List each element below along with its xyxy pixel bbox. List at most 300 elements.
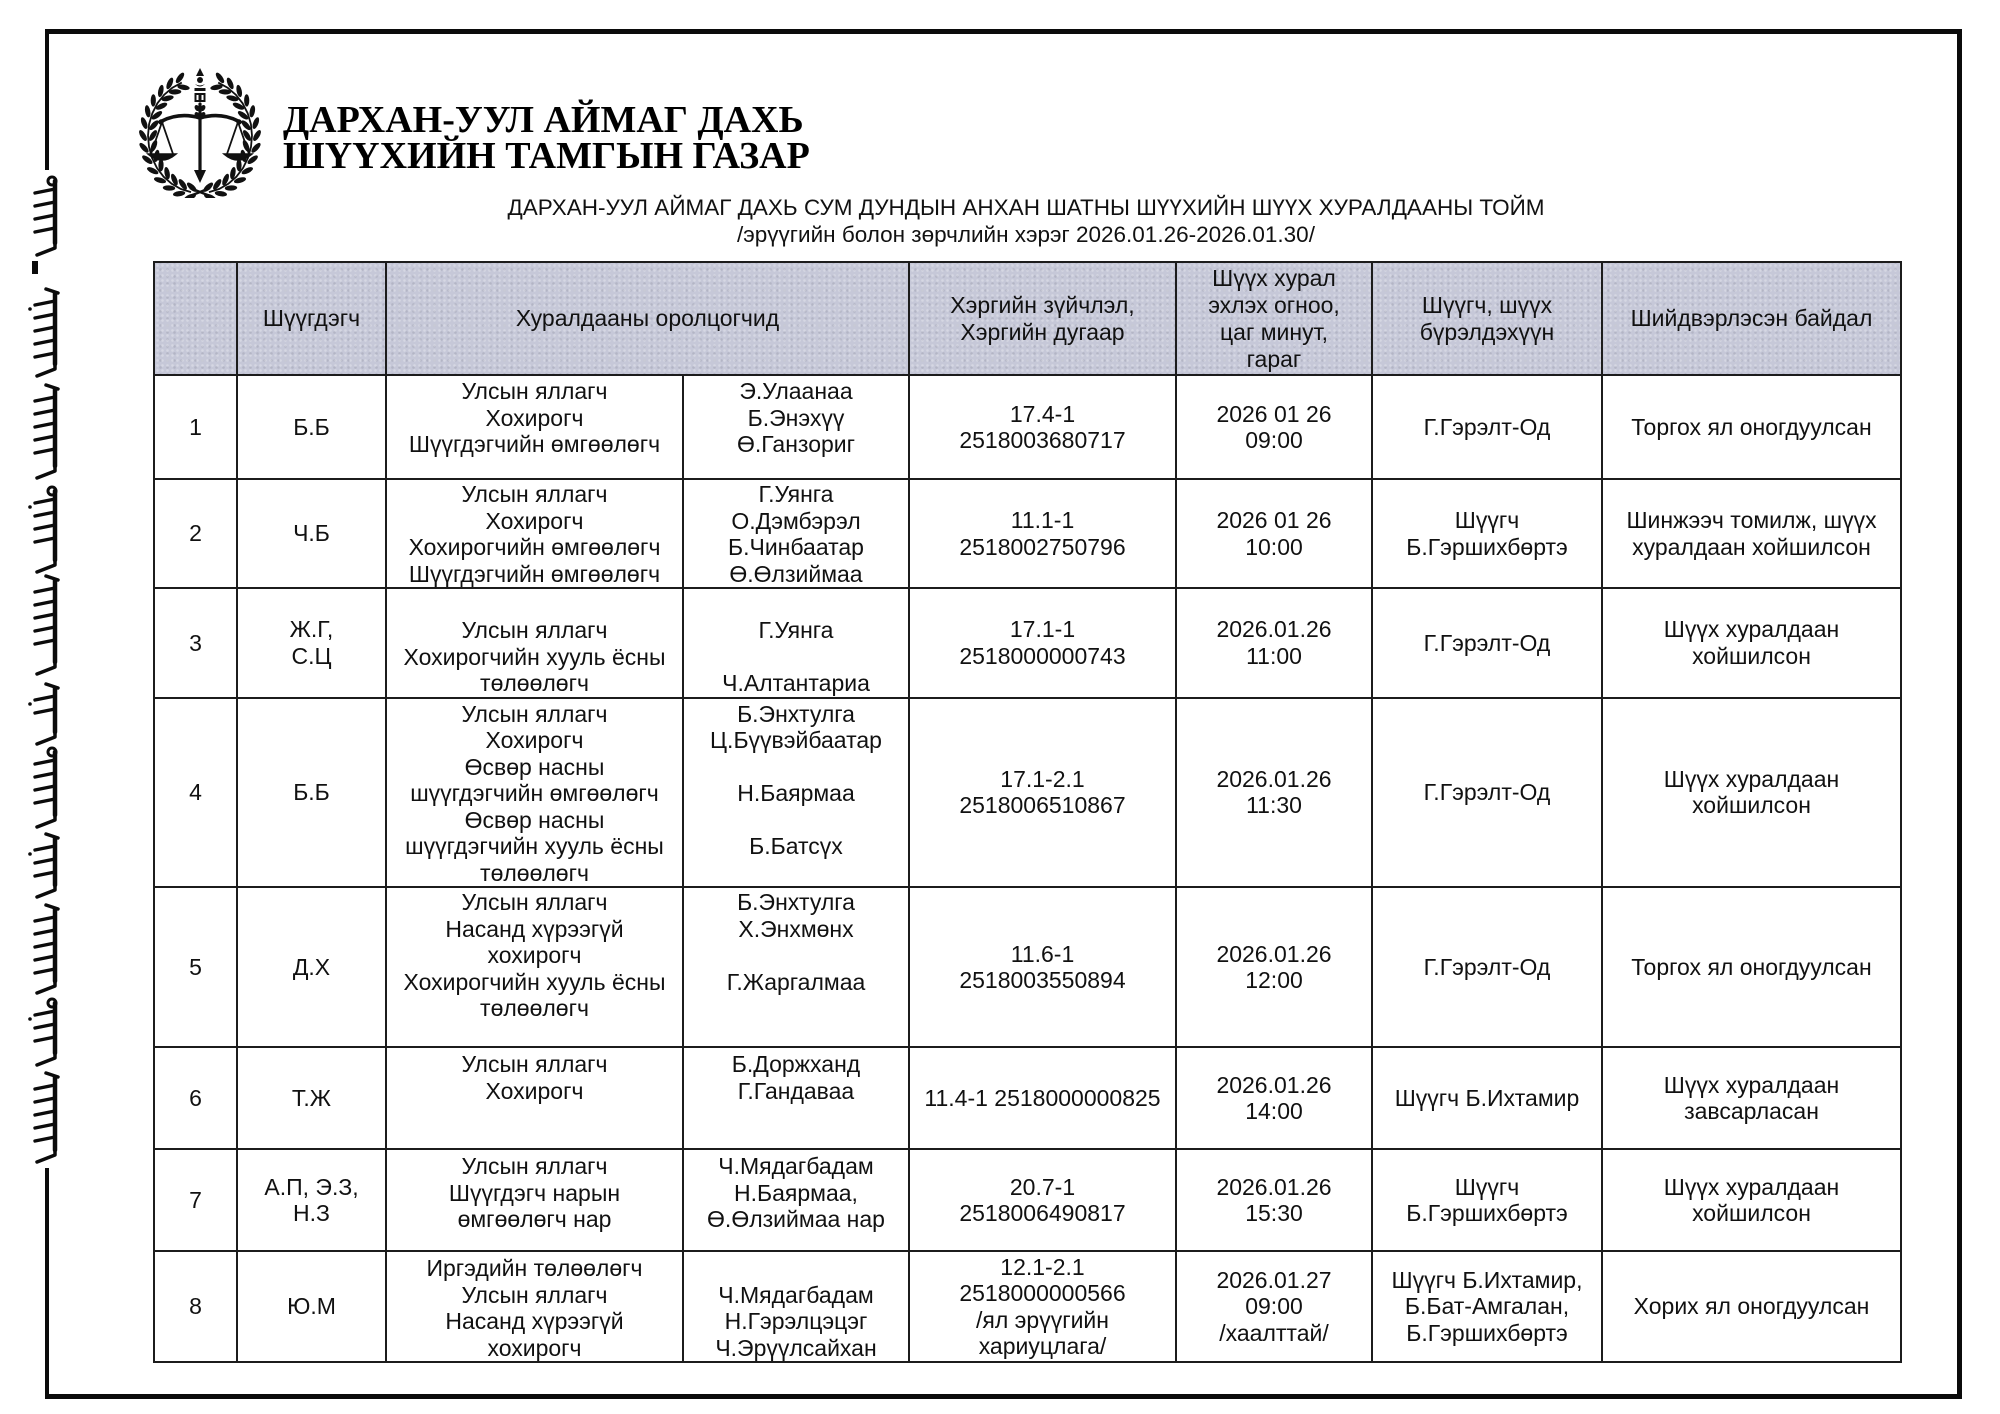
cell-participant-names: [683, 698, 909, 888]
script-stroke: [35, 1124, 55, 1128]
cell-text-line: 20.7-1: [1009, 1173, 1076, 1200]
table-row: [154, 698, 1901, 888]
script-stroke: [48, 487, 56, 495]
cell-row-number: [154, 479, 237, 588]
cell-text-line: Торгох ял оногдуулсан: [1631, 413, 1872, 440]
cell-hearing-datetime: [1176, 698, 1372, 888]
cell-text-line: [686, 860, 906, 887]
cell-defendant: [237, 479, 386, 588]
cell-text-line: 17.1-1: [1009, 616, 1076, 643]
wreath-leaf: [138, 129, 148, 142]
script-stroke: [35, 1037, 55, 1041]
cell-text-line: хохирогч: [487, 1334, 582, 1361]
table-row: [154, 588, 1901, 698]
cell-text-line: 11.1-1: [1010, 507, 1075, 533]
cell-text-line: Улсын яллагч: [461, 481, 608, 507]
header-text-line: Шүүгдэгч: [262, 305, 361, 331]
cell-judge-panel: [1372, 1251, 1602, 1362]
script-stroke: [37, 241, 55, 255]
script-stroke: [28, 307, 32, 311]
wreath-leaf: [174, 71, 185, 84]
script-stroke: [35, 588, 55, 592]
script-stroke: [35, 340, 55, 344]
cell-text-line: 2026 01 26: [1216, 507, 1332, 533]
cell-text-line: Улсын яллагч: [461, 1281, 608, 1308]
cell-text-line: Шүүгч: [1454, 507, 1520, 533]
cell-text-line: Б.Энхтулга: [737, 889, 855, 915]
cell-judge-panel: [1372, 375, 1602, 479]
cell-text-line: Б.Гэршихбөртэ: [1406, 1319, 1568, 1346]
script-stroke: [37, 464, 55, 478]
table-row: [154, 1047, 1901, 1149]
cell-text-line: төлөөлөгч: [480, 995, 589, 1021]
script-stroke: [35, 930, 55, 934]
cell-hearing-datetime: [1176, 1251, 1372, 1362]
cell-text-line: 3: [189, 629, 202, 656]
cell-hearing-datetime: [1176, 375, 1372, 479]
script-stroke: [35, 614, 55, 618]
cell-hearing-datetime: [1176, 1149, 1372, 1251]
cell-judge-panel: [1372, 1047, 1602, 1149]
cell-text-line: А.П, Э.З,: [264, 1173, 359, 1200]
cell-text-line: 2: [189, 520, 202, 547]
page-frame-top: [45, 29, 1962, 34]
cell-text-line: 2518003680717: [959, 427, 1126, 453]
cell-text-line: Иргэдийн төлөөлөгч: [426, 1255, 643, 1281]
cell-text-line: Б.Энэхүү: [747, 404, 845, 431]
cell-text-line: Г.Гандаваа: [737, 1077, 855, 1104]
script-stroke: [46, 289, 58, 293]
cell-text-line: Насанд хүрээгүй: [445, 915, 624, 942]
script-stroke: [35, 627, 55, 631]
header-text-line: Шийдвэрлэсэн байдал: [1630, 305, 1873, 331]
cell-text-line: Г.Гэрэлт-Од: [1423, 629, 1551, 656]
cell-text-line: Шүүгч: [1454, 1173, 1520, 1200]
cell-text-line: [686, 754, 906, 781]
organization-name-line-2: ШҮҮХИЙН ТАМГЫН ГАЗАР: [283, 135, 810, 177]
cell-text-line: 17.1-2.1: [1000, 765, 1085, 792]
cell-text-line: 14:00: [1245, 1098, 1303, 1124]
cell-participant-names: [683, 375, 909, 479]
report-heading: [426, 194, 1626, 248]
cell-text-line: Ө.Өлзиймаа: [729, 560, 863, 587]
cell-defendant: [237, 1149, 386, 1251]
cell-defendant: [237, 698, 386, 888]
wreath-ribbon-icon: [190, 188, 210, 196]
cell-text-line: [686, 995, 906, 1022]
cell-text-line: Ц.Бүүвэйбаатар: [710, 727, 882, 753]
cell-text-line: Шүүгч Б.Ихтамир,: [1391, 1266, 1583, 1293]
cell-row-number: [154, 1251, 237, 1362]
cell-text-line: Г.Уянга: [758, 617, 834, 643]
cell-text-line: 2026.01.27: [1216, 1266, 1332, 1293]
cell-text-line: Торгох ял оногдуулсан: [1631, 953, 1872, 980]
script-stroke: [28, 505, 32, 509]
cell-defendant: [237, 887, 386, 1047]
cell-text-line: Г.Гэрэлт-Од: [1423, 779, 1551, 805]
script-stroke: [37, 813, 55, 827]
cell-text-line: Өсвөр насны: [464, 806, 605, 833]
cell-defendant: [237, 588, 386, 698]
cell-text-line: О.Дэмбэрэл: [731, 507, 861, 534]
script-stroke: [35, 228, 55, 232]
header-text-line: бүрэлдэхүүн: [1419, 318, 1555, 345]
cell-outcome: [1602, 375, 1901, 479]
script-stroke: [35, 538, 55, 542]
cell-text-line: 2026.01.26: [1216, 1173, 1332, 1200]
table-body: [154, 375, 1901, 1362]
cell-text-line: Н.Баярмаа: [737, 780, 855, 806]
cell-participant-names: [683, 887, 909, 1047]
cell-participant-roles: [386, 1149, 683, 1251]
cell-text-line: Ө.Ганзориг: [736, 431, 856, 457]
script-stroke: [35, 449, 55, 453]
script-stroke: [37, 660, 55, 674]
cell-defendant: [237, 1047, 386, 1149]
cell-text-line: Т.Ж: [291, 1084, 332, 1111]
cell-outcome: [1602, 1251, 1901, 1362]
script-stroke: [37, 883, 55, 897]
script-stroke: [28, 852, 32, 856]
column-header-outcome: [1602, 262, 1901, 375]
cell-text-line: 2518000000566: [959, 1280, 1126, 1306]
cell-text-line: Б.Бат-Амгалан,: [1404, 1293, 1570, 1320]
cell-case-article-and-number: [909, 1251, 1176, 1362]
cell-case-article-and-number: [909, 887, 1176, 1047]
column-header-number: [154, 262, 237, 375]
report-title: ДАРХАН-УУЛ АЙМАГ ДАХЬ СУМ ДУНДЫН АНХАН ШАТНЫ ШҮҮХИЙН ШҮҮХ ХУРАЛДААНЫ ТОЙМ: [507, 195, 1545, 220]
script-stroke: [35, 917, 55, 921]
cell-text-line: Н.Баярмаа,: [734, 1179, 858, 1206]
script-stroke: [35, 1111, 55, 1115]
table-header: [154, 262, 1901, 375]
cell-participant-roles: [386, 375, 683, 479]
header-text-line: Хэргийн зүйчлэл,: [950, 291, 1135, 318]
script-stroke: [48, 999, 56, 1007]
script-stroke: [35, 1098, 55, 1102]
script-stroke: [37, 979, 55, 993]
cell-case-article-and-number: [909, 479, 1176, 588]
cell-participant-names: [683, 1251, 909, 1362]
wreath-leaf: [244, 94, 249, 106]
cell-participant-names: [683, 1047, 909, 1149]
cell-text-line: [686, 807, 906, 834]
cell-text-line: 1: [189, 413, 202, 440]
cell-text-line: Улсын яллагч: [461, 1153, 608, 1179]
cell-participant-roles: [386, 1251, 683, 1362]
column-header-hearing-datetime: [1176, 262, 1372, 375]
wreath-leaf: [225, 185, 238, 191]
script-stroke: [48, 748, 56, 756]
script-stroke: [35, 696, 55, 700]
cell-text-line: Улсын яллагч: [461, 889, 608, 915]
cell-text-line: 2026.01.26: [1216, 1071, 1332, 1098]
script-stroke: [37, 1148, 55, 1162]
script-stroke: [46, 684, 58, 688]
cell-text-line: Улсын яллагч: [461, 700, 608, 727]
cell-text-line: шүүгдэгчийн өмгөөлөгч: [410, 780, 659, 806]
cell-text-line: Н.З: [293, 1200, 330, 1226]
court-emblem-logo: [138, 66, 262, 198]
script-stroke: [46, 1073, 58, 1077]
table-row: [154, 375, 1901, 479]
script-stroke: [46, 576, 58, 580]
cell-text-line: хойшилсон: [1692, 1200, 1811, 1226]
cell-text-line: 6: [189, 1084, 202, 1111]
script-stroke: [35, 202, 55, 206]
script-stroke: [35, 786, 55, 790]
cell-row-number: [154, 1149, 237, 1251]
cell-row-number: [154, 698, 237, 888]
script-stroke: [35, 773, 55, 777]
cell-participant-roles: [386, 588, 683, 698]
script-stroke: [35, 353, 55, 357]
cell-text-line: Шүүх хуралдаан: [1663, 1071, 1840, 1098]
cell-text-line: Шүүгдэгч нарын: [448, 1179, 621, 1206]
wreath-leaf: [249, 105, 256, 118]
cell-text-line: 2026.01.26: [1216, 765, 1332, 792]
cell-text-line: Г.Жаргалмаа: [726, 968, 866, 995]
script-stroke: [35, 872, 55, 876]
script-stroke: [37, 362, 55, 376]
cell-text-line: /хаалттай/: [1219, 1319, 1329, 1346]
cell-text-line: 12:00: [1245, 967, 1303, 993]
cell-text-line: 5: [189, 953, 202, 980]
script-stroke: [28, 1017, 32, 1021]
cell-judge-panel: [1372, 1149, 1602, 1251]
script-stroke: [35, 760, 55, 764]
cell-text-line: 2026.01.26: [1216, 940, 1332, 967]
organization-name: [283, 99, 810, 177]
cell-text-line: Х.Энхмөнх: [738, 915, 854, 942]
cell-hearing-datetime: [1176, 1047, 1372, 1149]
column-header-judge-panel: [1372, 262, 1602, 375]
wreath-leaf: [214, 190, 227, 197]
script-stroke: [35, 397, 55, 401]
cell-case-article-and-number: [909, 1149, 1176, 1251]
report-subtitle: /эрүүгийн болон зөрчлийн хэрэг 2026.01.26-2026.01.30/: [737, 222, 1315, 247]
cell-text-line: Улсын яллагч: [461, 378, 608, 404]
mongolian-script-vertical-text-icon: [0, 0, 100, 1414]
cell-case-article-and-number: [909, 1047, 1176, 1149]
cell-text-line: 11.4-1 2518000000825: [924, 1084, 1161, 1111]
wreath-leaf: [140, 116, 149, 129]
script-stroke: [46, 905, 58, 909]
column-header-participants: [386, 262, 909, 375]
cell-text-line: 11:00: [1246, 642, 1302, 669]
cell-defendant: [237, 375, 386, 479]
soyombo-icon: [195, 68, 206, 102]
cell-text-line: хойшилсон: [1692, 792, 1811, 819]
cell-text-line: [686, 942, 906, 969]
cell-outcome: [1602, 1149, 1901, 1251]
header-text-line: эхлэх огноо,: [1208, 291, 1340, 318]
cell-text-line: 4: [189, 779, 202, 805]
script-stroke: [35, 189, 55, 193]
cell-text-line: Ч.Эрүүлсайхан: [715, 1334, 877, 1361]
cell-text-line: Б.Чинбаатар: [728, 534, 864, 560]
cell-text-line: Өсвөр насны: [464, 753, 605, 780]
script-stroke: [35, 1137, 55, 1141]
cell-text-line: Шүүгдэгчийн өмгөөлөгч: [408, 431, 661, 457]
cell-text-line: Ю.М: [287, 1293, 336, 1320]
cell-participant-roles: [386, 479, 683, 588]
wreath-leaf: [173, 190, 186, 197]
script-stroke: [37, 730, 55, 744]
cell-text-line: Хорих ял оногдуулсан: [1633, 1293, 1870, 1320]
cell-outcome: [1602, 698, 1901, 888]
cell-row-number: [154, 887, 237, 1047]
wreath-leaf: [144, 105, 151, 118]
cell-row-number: [154, 375, 237, 479]
cell-participant-names: [683, 588, 909, 698]
cell-text-line: Б.Гэршихбөртэ: [1406, 1200, 1568, 1226]
header-text-line: гараг: [1246, 345, 1302, 372]
column-header-case: [909, 262, 1176, 375]
cell-text-line: Хохирогч: [485, 727, 584, 753]
cell-hearing-datetime: [1176, 887, 1372, 1047]
script-stroke: [48, 177, 56, 185]
script-stroke: [35, 943, 55, 947]
cell-text-line: Б.Б: [293, 779, 330, 805]
script-stroke: [32, 261, 38, 274]
cell-text-line: Б.Батсүх: [749, 833, 843, 859]
cell-text-line: Хохирогчийн өмгөөлөгч: [408, 534, 661, 560]
cell-text-line: 11.6-1: [1010, 940, 1075, 967]
cell-text-line: хойшилсон: [1692, 642, 1811, 669]
script-stroke: [35, 327, 55, 331]
cell-text-line: [686, 644, 906, 671]
cell-hearing-datetime: [1176, 588, 1372, 698]
page-frame-bottom: [45, 1394, 1962, 1399]
cell-text-line: Хохирогч: [485, 1077, 584, 1104]
cell-text-line: Г.Гэрэлт-Од: [1423, 953, 1551, 980]
table-header-row: [154, 262, 1901, 375]
cell-text-line: 8: [189, 1293, 202, 1320]
cell-case-article-and-number: [909, 375, 1176, 479]
cell-row-number: [154, 1047, 237, 1149]
script-stroke: [35, 525, 55, 529]
cell-text-line: хуралдаан хойшилсон: [1632, 533, 1871, 560]
cell-text-line: Шүүх хуралдаан: [1663, 616, 1840, 643]
cell-judge-panel: [1372, 698, 1602, 888]
script-stroke: [35, 1024, 55, 1028]
cell-text-line: 09:00: [1245, 427, 1303, 453]
cell-participant-names: [683, 1149, 909, 1251]
cell-text-line: 2518000000743: [959, 642, 1126, 669]
wreath-leaf: [251, 116, 260, 129]
script-stroke: [35, 512, 55, 516]
cell-row-number: [154, 588, 237, 698]
cell-text-line: Насанд хүрээгүй: [445, 1308, 624, 1334]
cell-text-line: Б.Энхтулга: [737, 700, 855, 727]
header-text-line: Шүүх хурал: [1212, 264, 1336, 291]
cell-text-line: 12.1-2.1: [1000, 1253, 1085, 1280]
organization-name-line-1: ДАРХАН-УУЛ АЙМАГ ДАХЬ: [283, 99, 804, 141]
cell-text-line: Ч.Мядагбадам: [718, 1281, 874, 1308]
cell-text-line: төлөөлөгч: [480, 670, 589, 696]
script-stroke: [35, 709, 55, 713]
cell-text-line: 2026.01.26: [1216, 616, 1332, 643]
cell-text-line: Хохирогчийн хууль ёсны: [403, 968, 666, 995]
cell-text-line: шүүгдэгчийн хууль ёсны: [405, 833, 664, 859]
cell-judge-panel: [1372, 588, 1602, 698]
script-stroke: [35, 859, 55, 863]
cell-outcome: [1602, 887, 1901, 1047]
script-stroke: [46, 385, 58, 389]
cell-text-line: Ч.Мядагбадам: [718, 1153, 874, 1179]
cell-text-line: өмгөөлөгч нар: [457, 1206, 612, 1232]
script-stroke: [35, 640, 55, 644]
cell-text-line: 11:30: [1246, 792, 1302, 819]
wreath-leaf: [151, 94, 156, 106]
cell-text-line: хохирогч: [487, 942, 582, 968]
script-stroke: [37, 1051, 55, 1065]
cell-text-line: Б.Б: [293, 413, 330, 440]
table-row: [154, 1149, 1901, 1251]
cell-text-line: Г.Гэрэлт-Од: [1423, 413, 1551, 440]
cell-outcome: [1602, 588, 1901, 698]
cell-text-line: Хохирогч: [485, 507, 584, 534]
page-frame-right: [1957, 29, 1962, 1399]
cell-text-line: Улсын яллагч: [461, 617, 608, 643]
script-stroke: [35, 846, 55, 850]
scales-of-justice-icon: [148, 104, 252, 183]
table-row: [154, 479, 1901, 588]
script-stroke: [35, 314, 55, 318]
column-header-defendant: [237, 262, 386, 375]
script-stroke: [35, 601, 55, 605]
cell-text-line: Шүүгдэгчийн өмгөөлөгч: [408, 560, 661, 587]
cell-text-line: Н.Гэрэлцэцэг: [724, 1308, 868, 1334]
cell-text-line: Э.Улаанаа: [739, 378, 853, 404]
cell-text-line: Улсын яллагч: [461, 1051, 608, 1077]
cell-text-line: Г.Уянга: [758, 481, 834, 507]
cell-participant-roles: [386, 1047, 683, 1149]
script-stroke: [35, 799, 55, 803]
script-stroke: [35, 1085, 55, 1089]
cell-text-line: Ж.Г,: [289, 616, 334, 643]
header-text-line: цаг минут,: [1220, 318, 1328, 345]
cell-text-line: 2518006510867: [959, 792, 1126, 819]
cell-text-line: 2518006490817: [959, 1200, 1126, 1226]
cell-case-article-and-number: [909, 698, 1176, 888]
header-text-line: Хуралдааны оролцогчид: [515, 305, 780, 331]
cell-text-line: Хохирогчийн хууль ёсны: [403, 643, 666, 670]
script-stroke: [28, 702, 32, 706]
script-stroke: [37, 558, 55, 572]
cell-text-line: 17.4-1: [1009, 400, 1076, 427]
cell-text-line: С.Ц: [291, 642, 332, 669]
wreath-leaf: [214, 71, 225, 84]
cell-outcome: [1602, 1047, 1901, 1149]
cell-text-line: Б.Доржханд: [731, 1051, 861, 1077]
cell-text-line: 09:00: [1245, 1293, 1303, 1320]
table-row: [154, 887, 1901, 1047]
script-stroke: [35, 1011, 55, 1015]
cell-participant-roles: [386, 698, 683, 888]
cell-judge-panel: [1372, 479, 1602, 588]
cell-text-line: Шүүх хуралдаан: [1663, 765, 1840, 792]
header-text-line: Хэргийн дугаар: [960, 318, 1125, 345]
cell-text-line: Д.Х: [292, 953, 331, 980]
cell-text-line: Хохирогч: [485, 404, 584, 431]
cell-text-line: төлөөлөгч: [480, 859, 589, 886]
script-stroke: [35, 410, 55, 414]
table-row: [154, 1251, 1901, 1362]
script-stroke: [46, 834, 58, 838]
cell-text-line: 10:00: [1245, 533, 1303, 560]
